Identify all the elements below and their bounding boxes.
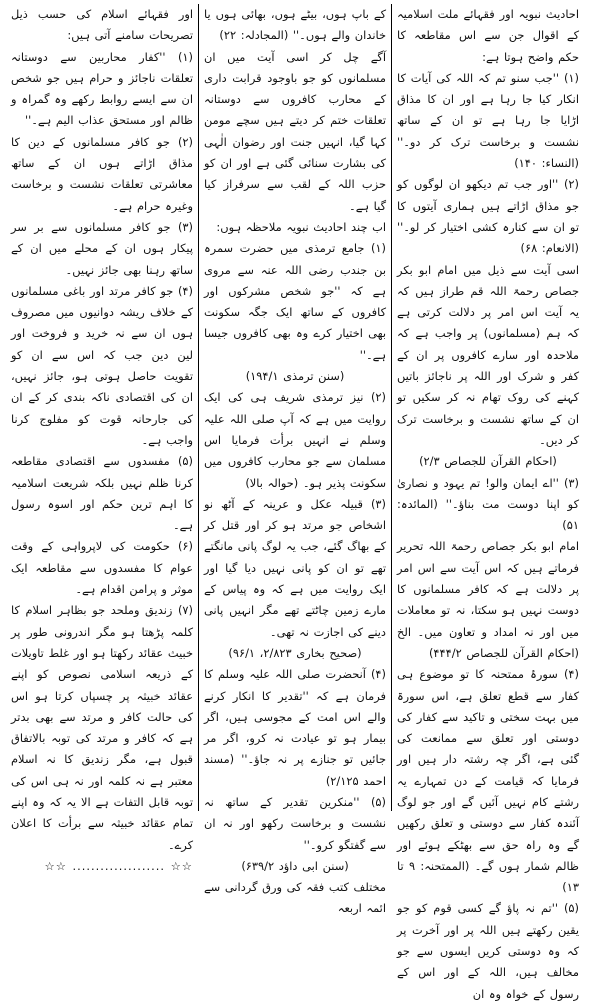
paragraph: (۱) جامع ترمذی میں حضرت سمرہ بن جندب رضی اللہ عنہ سے مروی ہے کہ ''جو شخص مشرکوں اور کافروں کے ساتھ ایک جگہ سکونت بھی اختیار کرے وہ بھی کافروں جیسا ہے۔'' [204,241,386,362]
citation: (صحیح بخاری ۲/۸۲۳، ۹۶/۱) [228,645,362,660]
star-ornament: ☆☆ .................... ☆☆ [44,858,193,873]
paragraph: کے باپ ہوں، بیٹے ہوں، بھائی ہوں یا خاندان والے ہوں۔'' (المجادلہ: ۲۲) [204,7,386,43]
paragraph: (۵) ''منکرین تقدیر کے ساتھ نہ نشست و برخاست رکھو اور نہ ان سے گفتگو کرو۔'' [204,794,386,852]
paragraph: امام ابو بکر جصاص رحمۃ اللہ تحریر فرماتے ہیں کہ اس آیت سے اس امر پر دلالت ہے کہ کافر مسلمانوں کا دوست نہیں ہو سکتا، نہ تو معاملات میں اور نہ امداد و تعاون میں۔ الخ (احکام القرآن للجصاص ۴۴۴/۲) [397,539,579,660]
citation: (سنن ابی داؤد ۶۳۹/۲) [241,858,349,873]
paragraph: (۲) نیز ترمذی شریف ہی کی ایک روایت میں ہے کہ آپ صلی اللہ علیہ وسلم نے انہیں برأت فرمایا اس مسلمان سے جو محارب کافروں میں سکونت پذیر ہو۔ (حوالہ بالا) [204,390,386,490]
paragraph: (۶) حکومت کی لاپرواہی کے وقت عوام کا مفسدوں سے مقاطعہ ایک موثر و پرامن اقدام ہے۔ [11,539,193,597]
paragraph: (۷) زندیق وملحد جو بظاہر اسلام کا کلمہ پڑھتا ہو مگر اندرونی طور پر خبیث عقائد رکھتا ہو اور غلط تاویلات کے ذریعہ اسلامی نصوص کو اپنے عقائد خبیثہ پر چسپاں کرتا ہو اس کی حالت کافر و مرتد سے بھی بدتر ہے کہ کافر و مرتد کی توبہ بالاتفاق قبول ہے، مگر زندیق کا نہ اسلام معتبر ہے نہ کلمہ اور نہ ہی اس کی توبہ قابل التفات ہے الا یہ کہ وہ اپنے تمام عقائد خبیثہ سے برأت کا اعلان کرے۔ [11,603,193,852]
paragraph: اور فقہائے اسلام کی حسب ذیل تصریحات سامنے آتی ہیں: [11,7,193,43]
paragraph: (۵) مفسدوں سے اقتصادی مقاطعہ کرنا ظلم نہیں بلکہ شریعت اسلامیہ کا اہم ترین حکم اور اسوہ رسول ہے۔ [11,454,193,533]
column-right [392,4,584,1001]
paragraph: (۱) ''جب سنو تم کہ اللہ کی آیات کا انکار کیا جا رہا ہے اور ان کا مذاق اڑایا جا رہا ہے تو ان کے ساتھ نشست و برخاست ترک کر دو۔'' (النساء: ۱۴۰) [397,70,579,171]
paragraph: (۲) ''اور جب تم دیکھو ان لوگوں کو جو مذاق اڑاتے ہیں ہماری آیتوں کا تو ان سے کنارہ کشی اختیار کر لو۔'' (الانعام: ۶۸) [397,177,579,256]
paragraph: (۲) جو کافر مسلمانوں کے دین کا مذاق اڑاتے ہوں ان کے ساتھ معاشرتی تعلقات نشست و برخاست وغیرہ حرام ہے۔ [11,134,193,213]
paragraph: اب چند احادیث نبویہ ملاحظہ ہوں: [216,219,386,234]
paragraph: (۵) ''تم نہ پاؤ گے کسی قوم کو جو یقین رکھتے ہیں اللہ پر اور آخرت پر کہ وہ دوستی کریں ایسوں سے جو مخالف ہیں، اللہ کے اور اس کے رسول کے خواہ وہ ان [397,901,579,1001]
paragraph: (۴) جو کافر مرتد اور باغی مسلمانوں کے خلاف ریشہ دوانیوں میں مصروف ہوں ان سے نہ خرید و فروخت اور لین دین جب کہ اس سے ان کو تقویت حاصل ہوتی ہو، جائز نہیں، ان کی اقتصادی ناکہ بندی کر کے ان کی جارحانہ قوت کو مفلوج کرنا واجب ہے۔ [11,283,193,447]
paragraph: آگے چل کر اسی آیت میں ان مسلمانوں کو جو باوجود قرابت داری کے محارب کافروں سے دوستانہ تعلقات ختم کر دیتے ہیں سچے مومن کہا گیا، انہیں جنت اور رضوان الٰہی کی بشارت سنائی گئی ہے اور ان کو حزب اللہ کے لقب سے سرفراز کیا گیا ہے۔ [204,49,386,213]
paragraph: (۴) آنحضرت صلی اللہ علیہ وسلم کا فرمان ہے کہ ''تقدیر کا انکار کرنے والے اس امت کے مجوسی ہیں، اگر بیمار ہو تو عیادت نہ کرو، اگر مر جائیں تو جنازے پر نہ جاؤ۔'' (مسند احمد ۲/۱۲۵) [204,667,386,788]
paragraph: (۳) ''اے ایمان والو! تم یہود و نصاریٰ کو اپنا دوست مت بناؤ۔'' (المائدہ: ۵۱) [397,475,579,533]
paragraph: اسی آیت سے ذیل میں امام ابو بکر جصاص رحمۃ اللہ قم طراز ہیں کہ یہ آیت اس امر پر دلالت کرتی ہے کہ ہم (مسلمانوں) پر واجب ہے کہ ملاحدہ اور سارے کافروں پر ان کے کفر و شرک اور اللہ پر ناجائز باتیں کہنے کی روک تھام نہ کر سکیں تو ان کے ساتھ نشست و برخاست ترک کر دیں۔ [397,262,579,447]
paragraph: (۳) قبیلہ عکل و عرینہ کے آٹھ نو اشخاص جو مرتد ہو کر اور قتل کر کے بھاگ گئے، جب یہ لوگ پانی مانگتے تھے تو ان کو پانی نہیں دیا گیا اور ایک روایت میں ہے کہ وہ پیاس کے مارے زمین چاٹتے تھے مگر انہیں پانی دینے کی اجازت نہ تھی۔ [204,496,386,639]
citation: (احکام القرآن للجصاص ۲/۳) [419,454,557,469]
text-columns [6,4,584,1001]
paragraph: (۳) جو کافر مسلمانوں سے بر سر پیکار ہوں ان کے محلے میں ان کے ساتھ رہنا بھی جائز نہیں۔ [11,219,193,277]
column-left [6,4,199,873]
paragraph: (۱) ''کفار محاربین سے دوستانہ تعلقات ناجائز و حرام ہیں جو شخص ان سے ایسے روابط رکھے وہ گمراہ و ظالم اور مستحق عذاب الیم ہے۔'' [11,49,193,128]
paragraph: مختلف کتب فقہ کی ورق گردانی سے ائمہ اربعہ [204,880,386,916]
paragraph: احادیث نبویہ اور فقہائے ملت اسلامیہ کے اقوال جن سے اس مقاطعہ کا حکم واضح ہوتا ہے: [397,7,579,64]
paragraph: (۴) سورۂ ممتحنہ کا تو موضوع ہی کفار سے قطع تعلق ہے، اس سورۃ میں بہت سختی و تاکید سے کفار کی دوستی اور تعلق سے ممانعت کی گئی ہے، اگر چہ رشتہ دار ہیں اور فرمایا کہ قیامت کے دن تمہارے یہ رشتے کام نہیں آئیں گے اور جو لوگ آئندہ کفار سے دوستی و تعلق رکھیں گے وہ راہ حق سے بھٹکے ہوئے اور ظالم شمار ہوں گے۔ (الممتحنہ: ۹ تا ۱۳) [397,667,579,895]
citation: (سنن ترمذی ۱۹۴/۱) [245,369,345,384]
column-middle [199,4,392,916]
